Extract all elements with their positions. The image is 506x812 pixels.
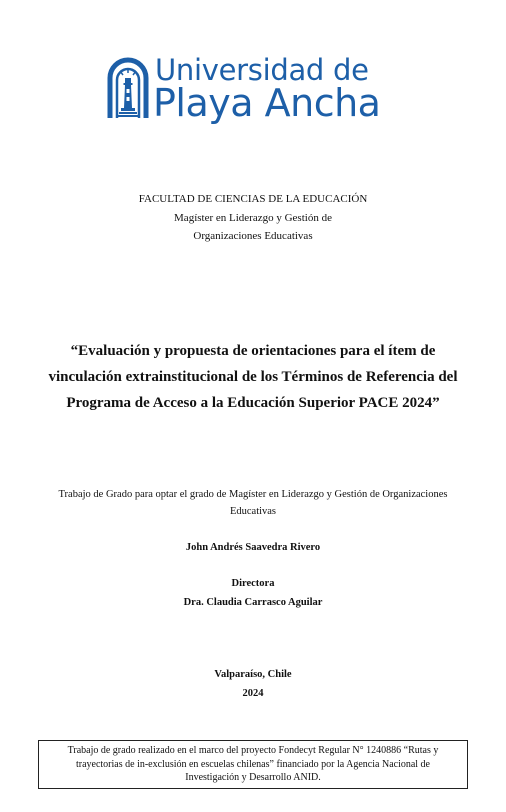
thesis-title	[30, 338, 476, 416]
lighthouse-emblem-icon	[107, 56, 149, 120]
faculty-name: FACULTAD DE CIENCIAS DE LA EDUCACIÓN	[138, 193, 368, 205]
thesis-title-line3: Programa de Acceso a la Educación Superior PACE 2024”	[66, 395, 440, 411]
faculty-block	[0, 190, 506, 246]
degree-statement-line2: Educativas	[229, 506, 277, 517]
degree-statement	[30, 486, 476, 520]
logo-text-universidad: Universidad de	[155, 53, 369, 87]
year: 2024	[242, 688, 264, 699]
university-logo	[107, 54, 397, 128]
author-name: John Andrés Saavedra Rivero	[185, 542, 321, 553]
funding-note-line3: Investigación y Desarrollo ANID.	[185, 772, 321, 783]
funding-note-box	[38, 740, 468, 789]
director-label: Directora	[231, 578, 275, 589]
place: Valparaíso, Chile	[214, 669, 292, 680]
program-name-line2: Organizaciones Educativas	[193, 230, 313, 242]
director-name: Dra. Claudia Carrasco Aguilar	[183, 597, 323, 608]
degree-statement-line1: Trabajo de Grado para optar el grado de Magíster en Liderazgo y Gestión de Organizaciones	[58, 489, 448, 500]
funding-note-line1: Trabajo de grado realizado en el marco del proyecto Fondecyt Regular N° 1240886 “Rutas y	[67, 745, 439, 756]
thesis-title-line2: vinculación extrainstitucional de los Términos de Referencia del	[48, 369, 458, 385]
funding-note-line2: trayectorias de in-exclusión en escuelas chilenas” financiado por la Agencia Nacional de	[75, 758, 430, 770]
program-name-line1: Magíster en Liderazgo y Gestión de	[174, 211, 332, 224]
logo-text-playa-ancha: Playa Ancha	[153, 81, 381, 125]
thesis-title-line1: “Evaluación y propuesta de orientaciones para el ítem de	[70, 343, 436, 359]
